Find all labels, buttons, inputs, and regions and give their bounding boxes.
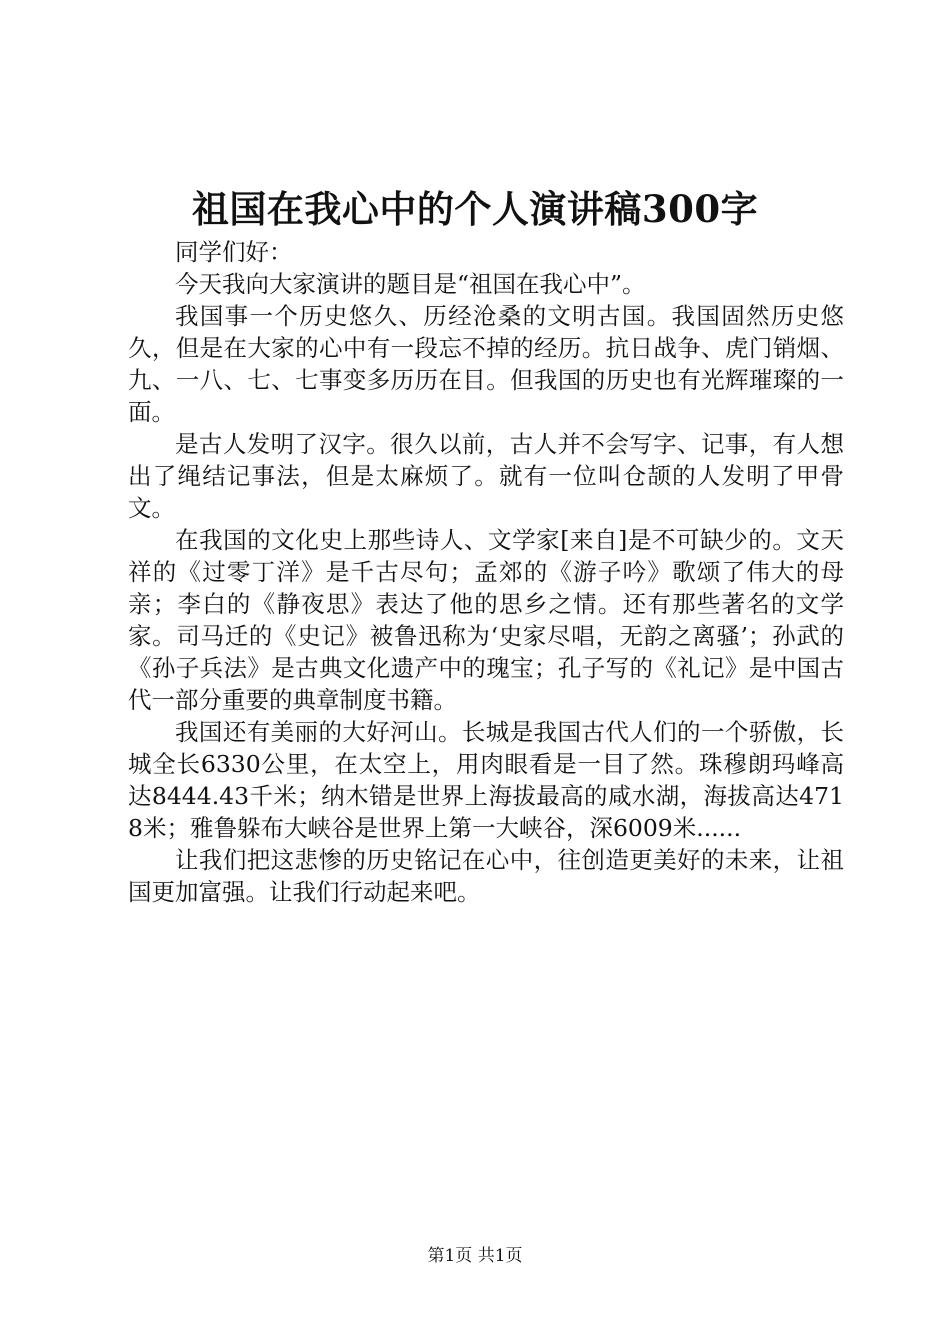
page-number-footer: 第1页 共1页 <box>427 1246 523 1266</box>
paragraph-topic: 今天我向大家演讲的题目是“祖国在我心中”。 <box>175 270 646 298</box>
paragraph-landscape: 我国还有美丽的大好河山。长城是我国古代人们的一个骄傲，长城全长6330公里，在太空上，用肉眼看是一目了然。珠穆朗玛峰高达8444.43千米；纳木错是世界上海拔最高的咸水湖，海拔高达4718米；雅鲁躲布大峡谷是世界上第一大峡谷，深6009米...... <box>128 718 844 842</box>
paragraph-history: 我国事一个历史悠久、历经沧桑的文明古国。我国固然历史悠久，但是在大家的心中有一段忘不掉的经历。抗日战争、虎门销烟、九、一八、七、七事变多历历在目。但我国的历史也有光辉璀璨的一面。 <box>128 302 844 426</box>
paragraph-characters: 是古人发明了汉字。很久以前，古人并不会写字、记事，有人想出了绳结记事法，但是太麻烦了。就有一位叫仓颉的人发明了甲骨文。 <box>128 430 844 522</box>
paragraph-greeting: 同学们好： <box>175 238 293 266</box>
document-title: 祖国在我心中的个人演讲稿300字 <box>191 187 759 231</box>
paragraph-literature: 在我国的文化史上那些诗人、文学家[来自]是不可缺少的。文天祥的《过零丁洋》是千古尽句；孟郊的《游子吟》歌颂了伟大的母亲；李白的《静夜思》表达了他的思乡之情。还有那些著名的文学家。司马迁的《史记》被鲁迅称为‘史家尽唱，无韵之离骚’；孙武的《孙子兵法》是古典文化遗产中的瑰宝；孔子写的《礼记》是中国古代一部分重要的典章制度书籍。 <box>128 526 844 714</box>
document-body <box>128 236 844 908</box>
paragraph-closing: 让我们把这悲惨的历史铭记在心中，往创造更美好的未来，让祖国更加富强。让我们行动起来吧。 <box>128 846 844 906</box>
